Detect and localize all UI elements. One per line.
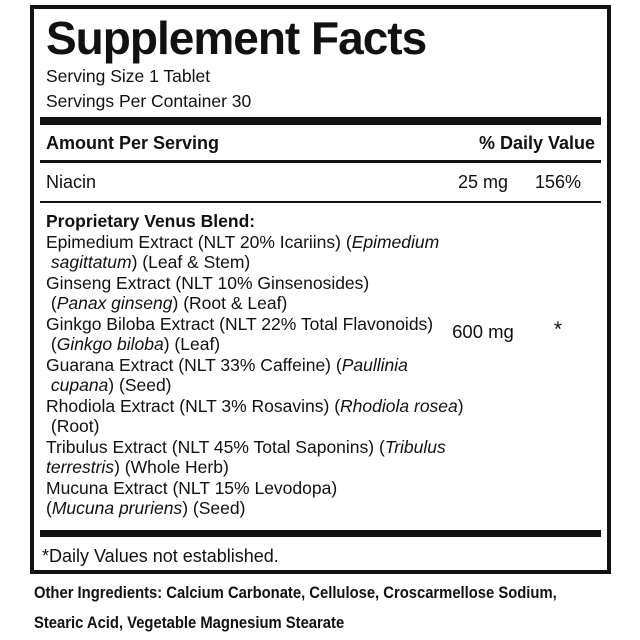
botanical-name: cupana: [50, 375, 109, 395]
blend-ingredient-line: [46, 355, 595, 376]
divider-thick-bottom: [40, 530, 601, 537]
ingredient-text: ) (Root & Leaf): [172, 293, 288, 313]
daily-value-header: % Daily Value: [478, 133, 595, 153]
amount-per-serving-header: Amount Per Serving: [46, 133, 220, 153]
ingredient-text: (: [46, 498, 52, 518]
botanical-name: terrestris: [46, 457, 115, 477]
other-ingredients-line: Stearic Acid, Vegetable Magnesium Stearate: [34, 613, 345, 632]
nutrient-daily-value: 156%: [534, 172, 582, 192]
ingredient-text: Rhodiola Extract (NLT 3% Rosavins) (: [46, 395, 341, 416]
proprietary-blend-section: [46, 203, 595, 519]
ingredient-text: Epimedium Extract (NLT 20% Icariins) (: [46, 231, 352, 252]
botanical-name: Mucuna pruriens: [51, 498, 183, 518]
ingredient-text: ) (Whole Herb): [114, 457, 229, 477]
other-ingredients: [34, 578, 617, 638]
blend-ingredient-line: [46, 375, 595, 396]
botanical-name: Tribulus: [384, 436, 446, 457]
ingredient-text: Ginkgo Biloba Extract (NLT 22% Total Flavonoids): [46, 313, 434, 334]
serving-size: Serving Size 1 Tablet: [46, 66, 211, 86]
ingredient-text: ): [457, 395, 464, 416]
blend-ingredient-lines: [46, 232, 595, 519]
ingredient-text: Guarana Extract (NLT 33% Caffeine) (: [46, 354, 342, 375]
blend-ingredient-line: [46, 273, 595, 294]
ingredient-text: Mucuna Extract (NLT 15% Levodopa): [46, 477, 338, 498]
panel-title: Supplement Facts: [46, 12, 427, 64]
blend-daily-value-asterisk: *: [553, 318, 563, 341]
ingredient-text: (: [46, 293, 57, 313]
ingredient-text: Tribulus Extract (NLT 45% Total Saponins) (: [46, 436, 385, 457]
ingredient-text: Ginseng Extract (NLT 10% Ginsenosides): [46, 272, 370, 293]
blend-amount: 600 mg: [452, 321, 514, 342]
divider-thick-top: [40, 117, 601, 125]
blend-ingredient-line: [46, 293, 595, 314]
blend-ingredient-line: [46, 416, 595, 437]
blend-ingredient-line: [46, 457, 595, 478]
ingredient-text: ) (Leaf & Stem): [131, 252, 251, 272]
ingredient-text: ) (Seed): [182, 498, 246, 518]
ingredient-text: (Root): [46, 416, 100, 436]
supplement-facts-panel: [30, 5, 611, 574]
blend-ingredient-line: [46, 498, 595, 519]
botanical-name: Rhodiola rosea: [340, 395, 458, 416]
ingredient-text: ) (Leaf): [163, 334, 221, 354]
nutrient-name: Niacin: [46, 172, 97, 192]
daily-value-footnote: *Daily Values not established.: [42, 545, 279, 566]
column-header-row: [46, 132, 595, 154]
ingredient-text: (: [46, 334, 57, 354]
botanical-name: Epimedium: [351, 231, 440, 252]
ingredient-text: ) (Seed): [108, 375, 172, 395]
servings-per-container: Servings Per Container 30: [46, 91, 252, 111]
other-ingredients-line: Other Ingredients: Calcium Carbonate, Cellulose, Croscarmellose Sodium,: [34, 583, 557, 602]
blend-ingredient-line: [46, 437, 595, 458]
blend-ingredient-line: [46, 478, 595, 499]
blend-ingredient-line: [46, 232, 595, 253]
blend-ingredient-line: [46, 252, 595, 273]
nutrient-row-niacin: [46, 163, 595, 201]
blend-name: Proprietary Venus Blend:: [46, 211, 256, 231]
blend-ingredient-line: [46, 396, 595, 417]
botanical-name: Ginkgo biloba: [56, 334, 164, 354]
nutrient-amount: 25 mg: [457, 172, 509, 192]
botanical-name: sagittatum: [50, 252, 132, 272]
botanical-name: Panax ginseng: [56, 293, 173, 313]
botanical-name: Paullinia: [341, 354, 408, 375]
